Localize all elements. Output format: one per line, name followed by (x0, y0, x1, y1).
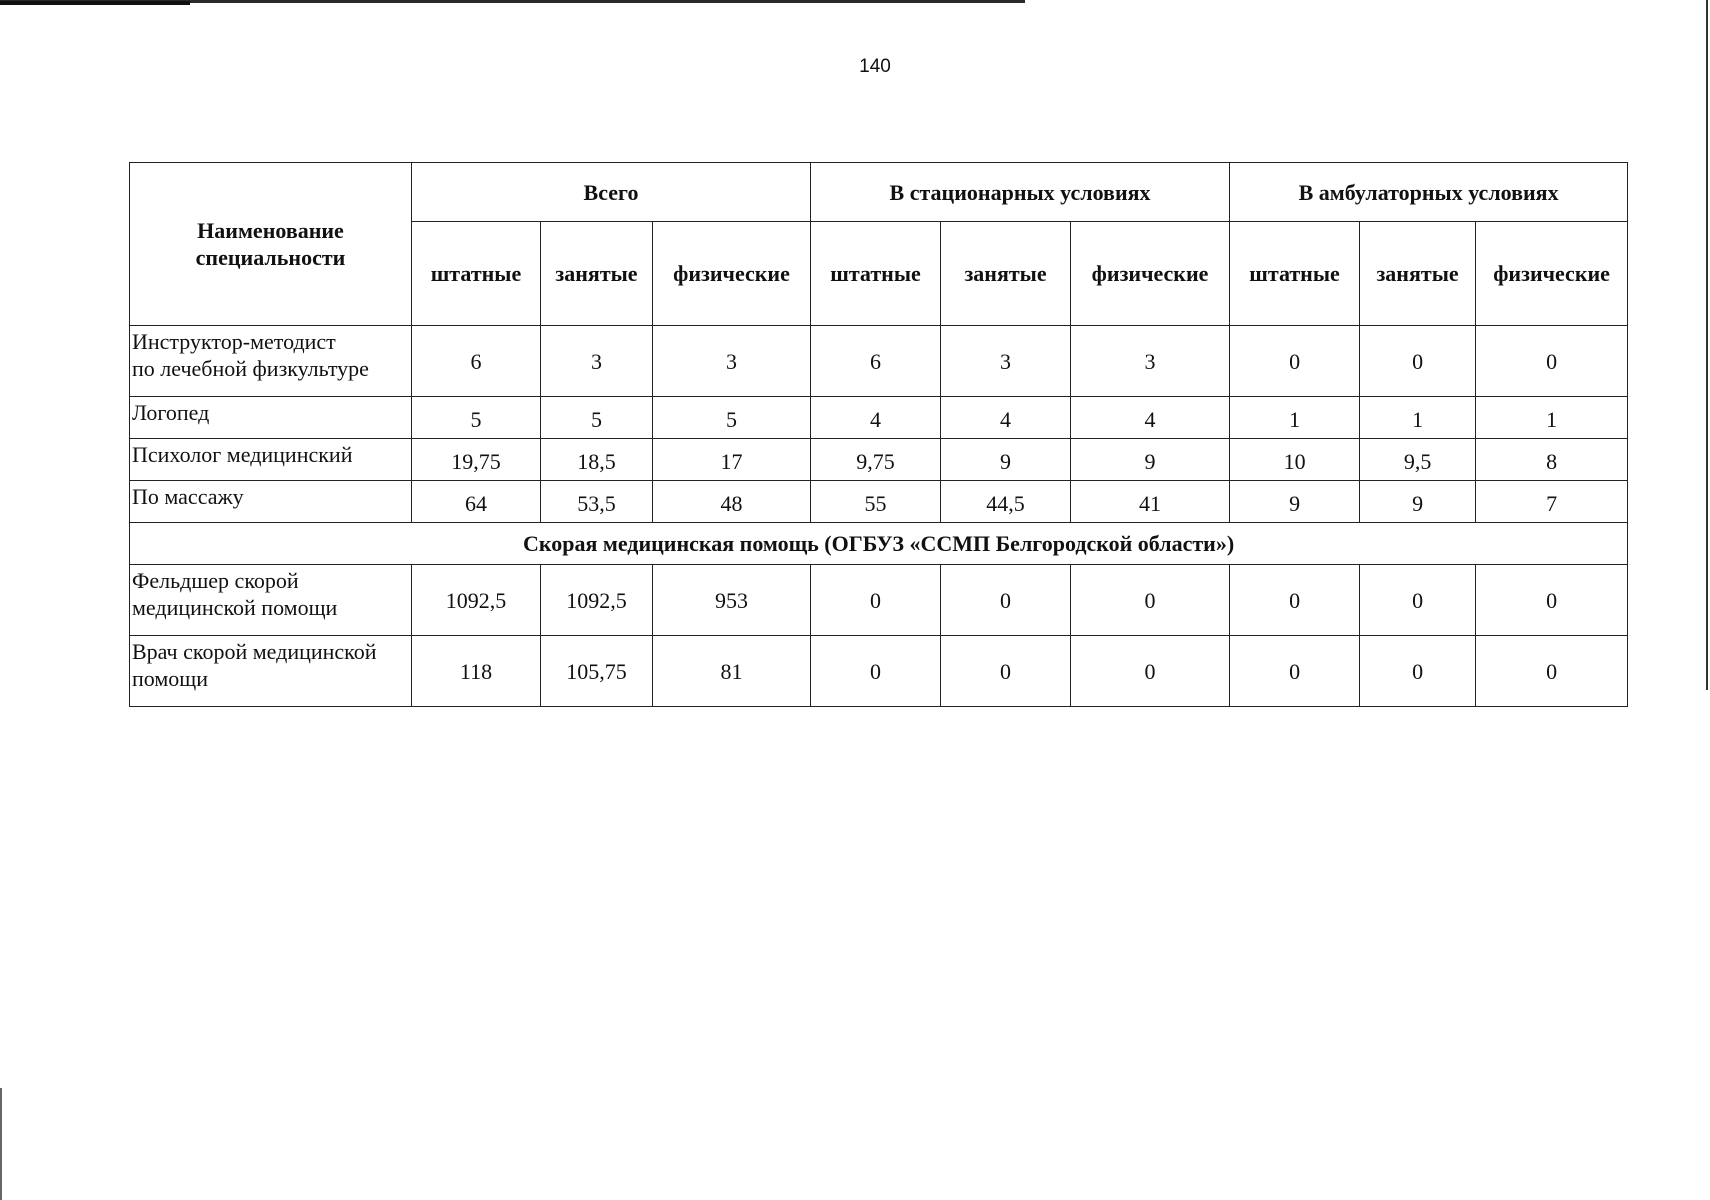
table-row (130, 481, 1628, 523)
value-cell: 953 (653, 565, 811, 636)
value-cell: 0 (1071, 565, 1230, 636)
staffing-table (129, 162, 1628, 707)
value-cell: 7 (1476, 481, 1628, 523)
value-cell: 55 (811, 481, 941, 523)
value-cell: 8 (1476, 439, 1628, 481)
value-cell: 1092,5 (412, 565, 541, 636)
table-row (130, 439, 1628, 481)
subheader-cell: штатные (1230, 222, 1360, 326)
section-row (130, 523, 1628, 565)
value-cell: 0 (1230, 326, 1360, 397)
value-cell: 3 (941, 326, 1071, 397)
scan-edge-top (0, 0, 1025, 3)
value-cell: 9 (1230, 481, 1360, 523)
value-cell: 44,5 (941, 481, 1071, 523)
value-cell: 9,75 (811, 439, 941, 481)
name-line: медицинской помощи (132, 595, 338, 620)
value-cell: 19,75 (412, 439, 541, 481)
subheader-cell: занятые (1360, 222, 1476, 326)
value-cell: 4 (941, 397, 1071, 439)
value-cell: 17 (653, 439, 811, 481)
header-group-outpatient: В амбулаторных условиях (1230, 163, 1628, 222)
value-cell: 105,75 (541, 636, 653, 707)
value-cell: 0 (941, 565, 1071, 636)
value-cell: 0 (1360, 326, 1476, 397)
value-cell: 48 (653, 481, 811, 523)
specialty-name: Логопед (130, 397, 412, 439)
value-cell: 0 (1476, 326, 1628, 397)
value-cell: 0 (1071, 636, 1230, 707)
value-cell: 9 (1360, 481, 1476, 523)
subheader-cell: физические (1071, 222, 1230, 326)
value-cell: 4 (811, 397, 941, 439)
header-group-total: Всего (412, 163, 811, 222)
value-cell: 1092,5 (541, 565, 653, 636)
value-cell: 10 (1230, 439, 1360, 481)
value-cell: 6 (412, 326, 541, 397)
subheader-cell: физические (653, 222, 811, 326)
table-row (130, 397, 1628, 439)
subheader-cell: занятые (541, 222, 653, 326)
value-cell: 1 (1230, 397, 1360, 439)
specialty-name: Психолог медицинский (130, 439, 412, 481)
subheader-cell: физические (1476, 222, 1628, 326)
value-cell: 3 (653, 326, 811, 397)
scan-edge-right (1706, 0, 1708, 690)
name-line: помощи (132, 666, 208, 691)
subheader-cell: штатные (412, 222, 541, 326)
specialty-name: По массажу (130, 481, 412, 523)
value-cell: 5 (653, 397, 811, 439)
value-cell: 1 (1476, 397, 1628, 439)
value-cell: 0 (1360, 636, 1476, 707)
value-cell: 3 (1071, 326, 1230, 397)
scan-edge-left (0, 1088, 2, 1200)
value-cell: 5 (412, 397, 541, 439)
value-cell: 0 (811, 565, 941, 636)
page-number: 140 (859, 56, 891, 77)
value-cell: 6 (811, 326, 941, 397)
subheader-cell: занятые (941, 222, 1071, 326)
value-cell: 53,5 (541, 481, 653, 523)
header-specialty: Наименование специальности (130, 163, 412, 326)
value-cell: 0 (1230, 565, 1360, 636)
name-line: Фельдшер скорой (132, 568, 299, 593)
value-cell: 9 (941, 439, 1071, 481)
value-cell: 0 (1476, 636, 1628, 707)
value-cell: 0 (1360, 565, 1476, 636)
table-row (130, 636, 1628, 707)
value-cell: 0 (1476, 565, 1628, 636)
value-cell: 81 (653, 636, 811, 707)
specialty-name (130, 636, 412, 707)
value-cell: 64 (412, 481, 541, 523)
value-cell: 5 (541, 397, 653, 439)
table-row (130, 565, 1628, 636)
value-cell: 0 (811, 636, 941, 707)
value-cell: 9,5 (1360, 439, 1476, 481)
value-cell: 118 (412, 636, 541, 707)
name-line: Врач скорой медицинской (132, 639, 377, 664)
value-cell: 1 (1360, 397, 1476, 439)
value-cell: 0 (941, 636, 1071, 707)
value-cell: 41 (1071, 481, 1230, 523)
specialty-name (130, 565, 412, 636)
value-cell: 3 (541, 326, 653, 397)
value-cell: 0 (1230, 636, 1360, 707)
table-row (130, 326, 1628, 397)
header-group-inpatient: В стационарных условиях (811, 163, 1230, 222)
subheader-cell: штатные (811, 222, 941, 326)
value-cell: 4 (1071, 397, 1230, 439)
name-line: Инструктор-методист (132, 329, 336, 354)
value-cell: 9 (1071, 439, 1230, 481)
value-cell: 18,5 (541, 439, 653, 481)
section-title: Скорая медицинская помощь (ОГБУЗ «ССМП Белгородской области») (130, 523, 1628, 565)
specialty-name (130, 326, 412, 397)
name-line: по лечебной физкультуре (132, 356, 369, 381)
